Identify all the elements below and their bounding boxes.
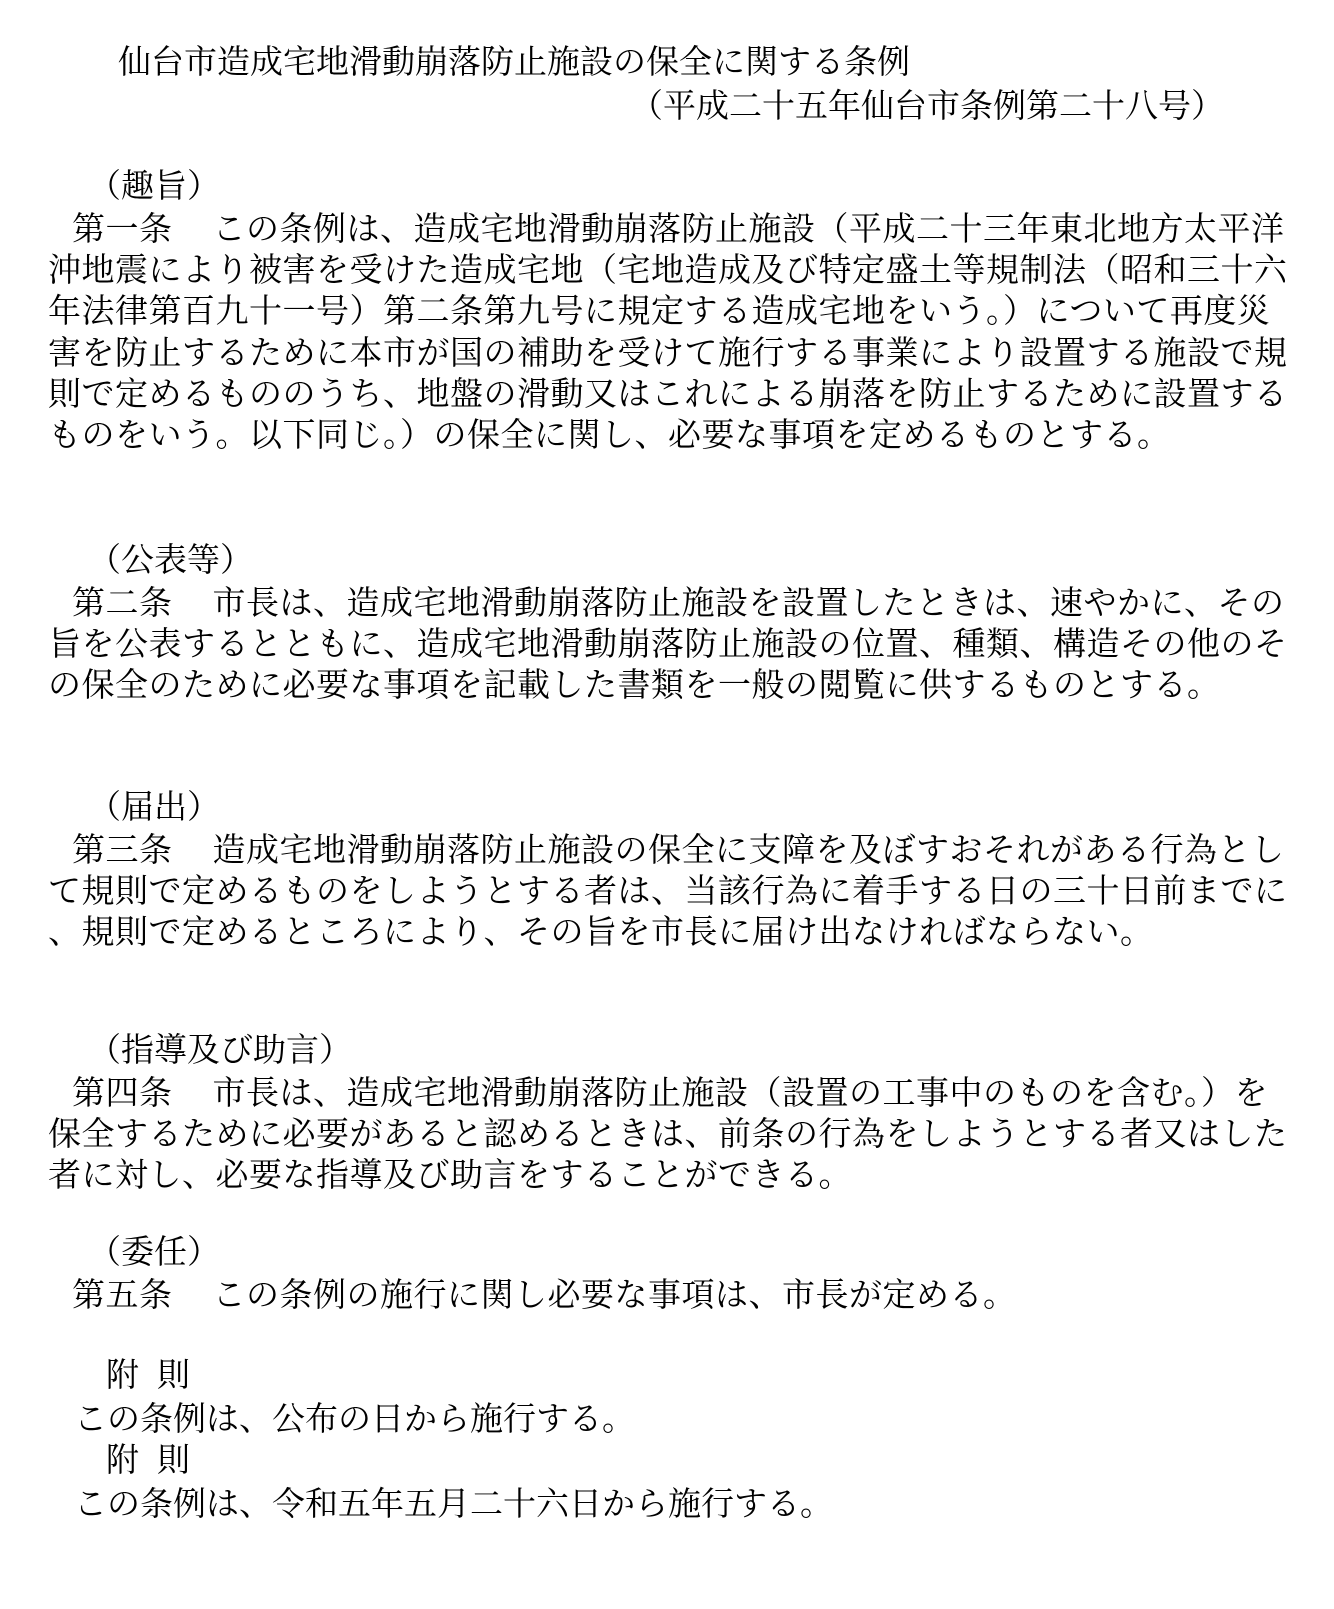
article-body xyxy=(48,1072,1288,1196)
article-body xyxy=(48,1274,1288,1315)
supplementary-text: この条例は、公布の日から施行する。 xyxy=(74,1399,635,1438)
article-5 xyxy=(48,1230,1288,1315)
article-text: 造成宅地滑動崩落防止施設の保全に支障を及ぼすおそれがある行為として規則で定めるものをしようとする者は、当該行為に着手する日の三十日前までに、規則で定めるところにより、その旨を市長に届け出なければならない。 xyxy=(48,830,1288,952)
ordinance-title: 仙台市造成宅地滑動崩落防止施設の保全に関する条例 xyxy=(118,42,910,81)
article-number: 第四条 xyxy=(72,1073,173,1112)
article-number: 第一条 xyxy=(72,209,173,248)
supplementary-text: この条例は、令和五年五月二十六日から施行する。 xyxy=(74,1484,833,1523)
article-body xyxy=(48,208,1288,455)
article-caption: （届出） xyxy=(88,787,220,826)
article-body xyxy=(48,829,1288,953)
supplementary-provision-1 xyxy=(48,1353,1288,1441)
article-1 xyxy=(48,164,1288,455)
article-caption: （趣旨） xyxy=(88,166,220,205)
article-4 xyxy=(48,1028,1288,1196)
article-text: 市長は、造成宅地滑動崩落防止施設（設置の工事中のものを含む。）を保全するために必要があると認めるときは、前条の行為をしようとする者又はした者に対し、必要な指導及び助言をすることができる。 xyxy=(48,1073,1288,1195)
article-number: 第三条 xyxy=(72,830,173,869)
supplementary-heading: 附則 xyxy=(106,1355,208,1394)
article-2 xyxy=(48,538,1288,706)
article-3 xyxy=(48,785,1288,953)
law-number: （平成二十五年仙台市条例第二十八号） xyxy=(630,86,1224,125)
article-text: この条例の施行に関し必要な事項は、市長が定める。 xyxy=(212,1275,1017,1314)
supplementary-heading: 附則 xyxy=(106,1440,208,1479)
article-text: この条例は、造成宅地滑動崩落防止施設（平成二十三年東北地方太平洋沖地震により被害を受けた造成宅地（宅地造成及び特定盛土等規制法（昭和三十六年法律第百九十一号）第二条第九号に規定する造成宅地をいう。）について再度災害を防止するために本市が国の補助を受けて施行する事業により設置する施設で規則で定めるもののうち、地盤の滑動又はこれによる崩落を防止するために設置するものをいう。以下同じ。）の保全に関し、必要な事項を定めるものとする。 xyxy=(48,209,1288,455)
article-body xyxy=(48,582,1288,706)
article-number: 第五条 xyxy=(72,1275,173,1314)
article-caption: （公表等） xyxy=(88,540,253,579)
supplementary-provision-2 xyxy=(48,1438,1288,1526)
article-number: 第二条 xyxy=(72,583,173,622)
article-caption: （委任） xyxy=(88,1232,220,1271)
article-text: 市長は、造成宅地滑動崩落防止施設を設置したときは、速やかに、その旨を公表するとともに、造成宅地滑動崩落防止施設の位置、種類、構造その他のその保全のために必要な事項を記載した書類を一般の閲覧に供するものとする。 xyxy=(48,583,1288,705)
article-caption: （指導及び助言） xyxy=(88,1030,352,1069)
